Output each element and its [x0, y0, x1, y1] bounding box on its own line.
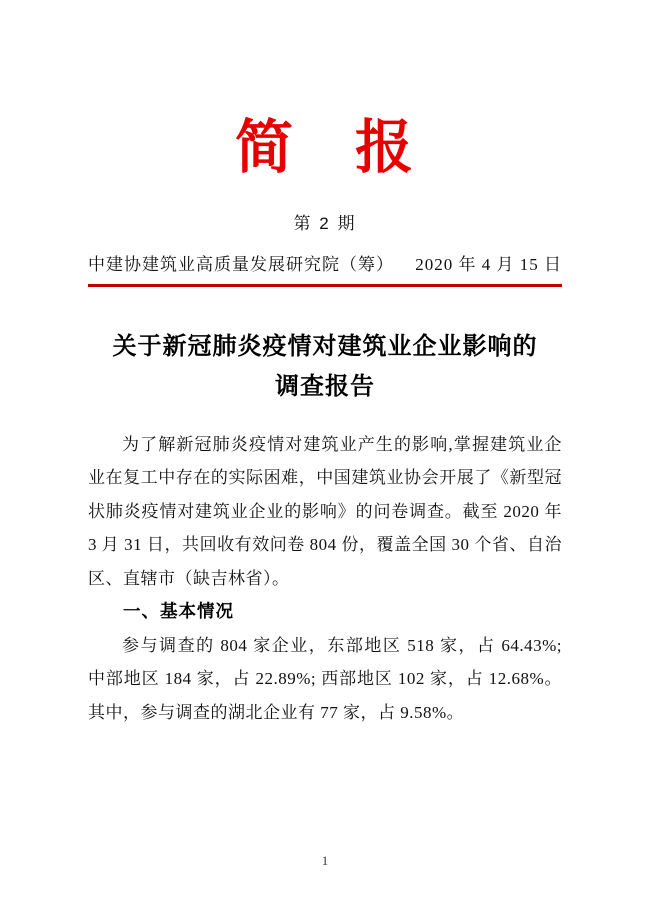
page-number: 1: [321, 854, 329, 868]
section-heading-basic-info: 一、基本情况: [123, 601, 234, 621]
red-divider-rule: [88, 284, 562, 287]
masthead-title: 简 报: [234, 115, 415, 180]
publication-date: 2020 年 4 月 15 日: [415, 254, 562, 274]
article-title: [88, 327, 562, 407]
article-title-line1: 关于新冠肺炎疫情对建筑业企业影响的: [112, 333, 538, 360]
article-title-line2: 调查报告: [275, 373, 375, 400]
article-body: [88, 327, 562, 730]
article-text-block: [88, 428, 562, 730]
bulletin-header: [88, 112, 562, 287]
issue-number: 第 2 期: [293, 213, 357, 233]
publication-line: [88, 250, 562, 275]
paragraph-intro: 为了解新冠肺炎疫情对建筑业产生的影响,掌握建筑业企业在复工中存在的实际困难，中国建筑业协会开展了《新型冠状肺炎疫情对建筑业企业的影响》的问卷调查。截至 2020 年 3 月 31 日，共回收有效问卷 804 份，覆盖全国 30 个省、自治区、直辖市（缺吉林省）。: [88, 434, 562, 588]
paragraph-basic-info: 参与调查的 804 家企业，东部地区 518 家，占 64.43%; 中部地区 184 家，占 22.89%; 西部地区 102 家，占 12.68%。 其中，参与调查的湖北企业有 77 家，占 9.58%。: [88, 635, 562, 722]
publisher-name: 中建协建筑业高质量发展研究院（筹）: [88, 254, 394, 274]
